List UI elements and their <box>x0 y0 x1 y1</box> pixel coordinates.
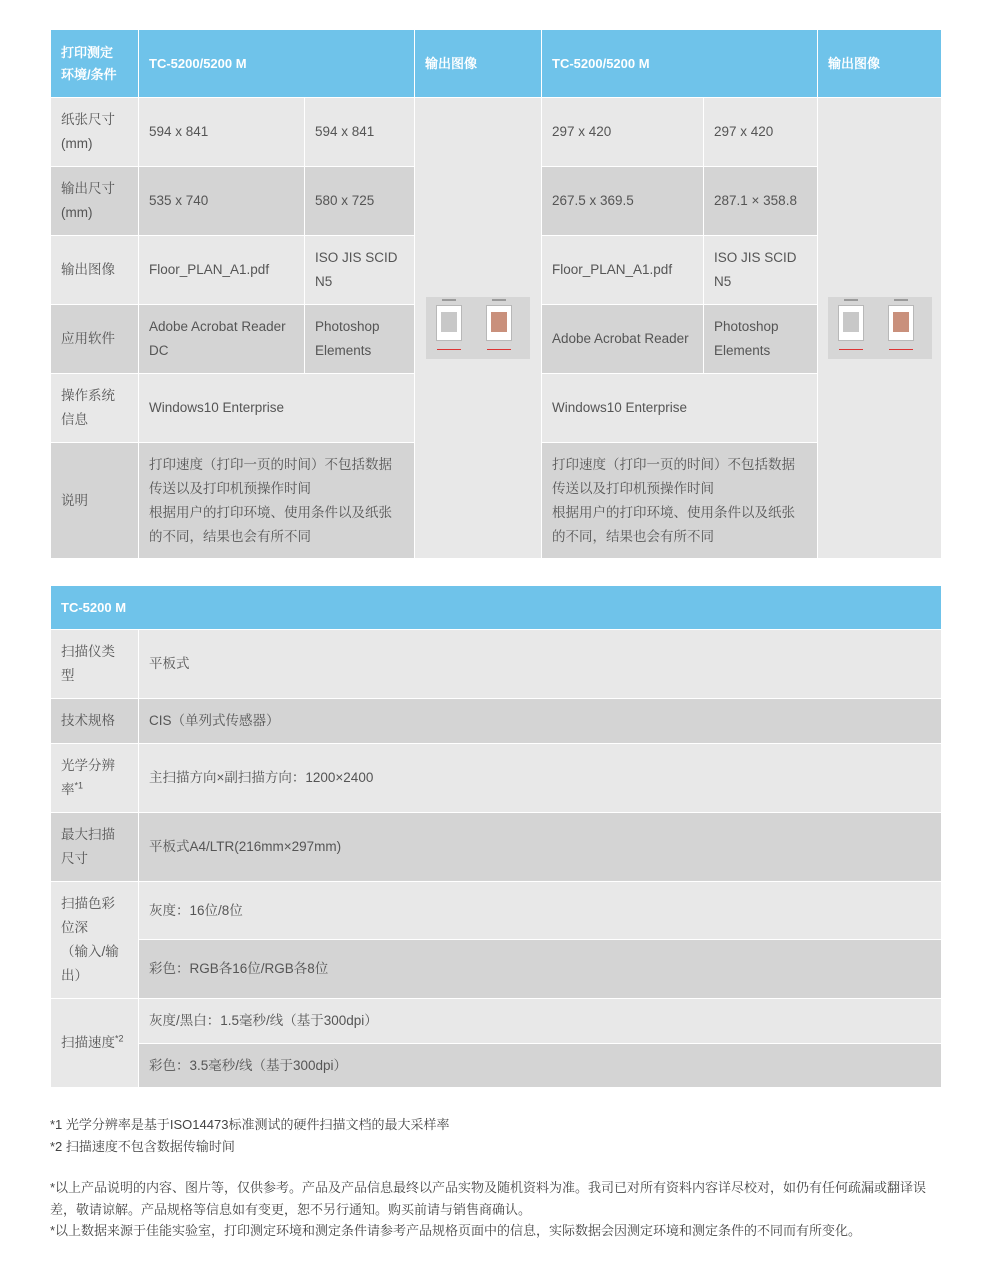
footnote-1: *1 光学分辨率是基于ISO14473标准测试的硬件扫描文档的最大采样率 <box>50 1117 450 1132</box>
cell-value: Photoshop Elements <box>305 305 415 374</box>
cell-value: Windows10 Enterprise <box>542 374 818 443</box>
cell-value: Photoshop Elements <box>704 305 818 374</box>
cell-value: 267.5 x 369.5 <box>542 167 704 236</box>
row-label-output-image: 输出图像 <box>51 236 139 305</box>
cell-value: 彩色：RGB各16位/RGB各8位 <box>139 940 942 999</box>
cell-value: Adobe Acrobat Reader DC <box>139 305 305 374</box>
footnote-ref: *2 <box>115 1033 124 1044</box>
scanner-spec-table <box>50 585 942 1088</box>
output-thumbnail <box>426 297 530 359</box>
output-image-left <box>415 98 542 559</box>
cell-value: 594 x 841 <box>305 98 415 167</box>
cell-value: Floor_PLAN_A1.pdf <box>542 236 704 305</box>
disclaimer-1: *以上产品说明的内容、图片等，仅供参考。产品及产品信息最终以产品实物及随机资料为准。我司已对所有资料内容详尽校对，如仍有任何疏漏或翻译误差，敬请谅解。产品规格等信息如有变更，恕不另行通知。购买前请与销售商确认。 <box>50 1180 927 1217</box>
header-output-right: 输出图像 <box>818 30 942 98</box>
cell-value: 主扫描方向×副扫描方向：1200×2400 <box>139 744 942 813</box>
cell-value: 灰度/黑白：1.5毫秒/线（基于300dpi） <box>139 999 942 1044</box>
cell-value: ISO JIS SCID N5 <box>305 236 415 305</box>
disclaimer <box>50 1177 945 1242</box>
row-label-description: 说明 <box>51 443 139 559</box>
cell-value: 灰度：16位/8位 <box>139 882 942 940</box>
cell-value: 彩色：3.5毫秒/线（基于300dpi） <box>139 1044 942 1088</box>
scanner-header: TC-5200 M <box>51 586 942 630</box>
footnote-ref: *1 <box>74 780 84 791</box>
row-label-scan-speed: 扫描速度$^{*2}$ <box>51 999 139 1088</box>
cell-description: 打印速度（打印一页的时间）不包括数据传送以及打印机预操作时间 根据用户的打印环境、使用条件以及纸张的不同，结果也会有所不同 <box>139 443 415 559</box>
cell-value: 580 x 725 <box>305 167 415 236</box>
output-image-right <box>818 98 942 559</box>
cell-value: 287.1 × 358.8 <box>704 167 818 236</box>
cell-value: ISO JIS SCID N5 <box>704 236 818 305</box>
cell-value: Windows10 Enterprise <box>139 374 415 443</box>
cell-value: 594 x 841 <box>139 98 305 167</box>
cell-value: 平板式A4/LTR(216mm×297mm) <box>139 813 942 882</box>
cell-value: Floor_PLAN_A1.pdf <box>139 236 305 305</box>
row-label-software: 应用软件 <box>51 305 139 374</box>
row-label-os: 操作系统信息 <box>51 374 139 443</box>
cell-value: 535 x 740 <box>139 167 305 236</box>
footnote-2: *2 扫描速度不包含数据传输时间 <box>50 1138 235 1154</box>
row-label-paper-size: 纸张尺寸 (mm) <box>51 98 139 167</box>
row-label-optical-resolution: 光学分辨率$^{*1}$ <box>51 744 139 813</box>
cell-description: 打印速度（打印一页的时间）不包括数据传送以及打印机预操作时间 根据用户的打印环境、使用条件以及纸张的不同，结果也会有所不同 <box>542 443 818 559</box>
row-label-color-depth: 扫描色彩位深 （输入/输出） <box>51 882 139 999</box>
header-conditions: 打印测定 环境/条件 <box>51 30 139 98</box>
header-model-right: TC-5200/5200 M <box>542 30 818 98</box>
cell-value: Adobe Acrobat Reader <box>542 305 704 374</box>
footnotes <box>50 1114 945 1157</box>
row-label-output-size: 输出尺寸 (mm) <box>51 167 139 236</box>
print-conditions-table <box>50 29 942 559</box>
output-thumbnail <box>828 297 932 359</box>
cell-value: CIS（单列式传感器） <box>139 699 942 744</box>
cell-value: 平板式 <box>139 630 942 699</box>
row-label-scanner-type: 扫描仪类型 <box>51 630 139 699</box>
disclaimer-2: *以上数据来源于佳能实验室，打印测定环境和测定条件请参考产品规格页面中的信息，实际数据会因测定环境和测定条件的不同而有所变化。 <box>50 1223 862 1238</box>
row-label-tech-spec: 技术规格 <box>51 699 139 744</box>
header-model-left: TC-5200/5200 M <box>139 30 415 98</box>
row-label-max-scan-size: 最大扫描尺寸 <box>51 813 139 882</box>
header-output-left: 输出图像 <box>415 30 542 98</box>
cell-value: 297 x 420 <box>704 98 818 167</box>
cell-value: 297 x 420 <box>542 98 704 167</box>
